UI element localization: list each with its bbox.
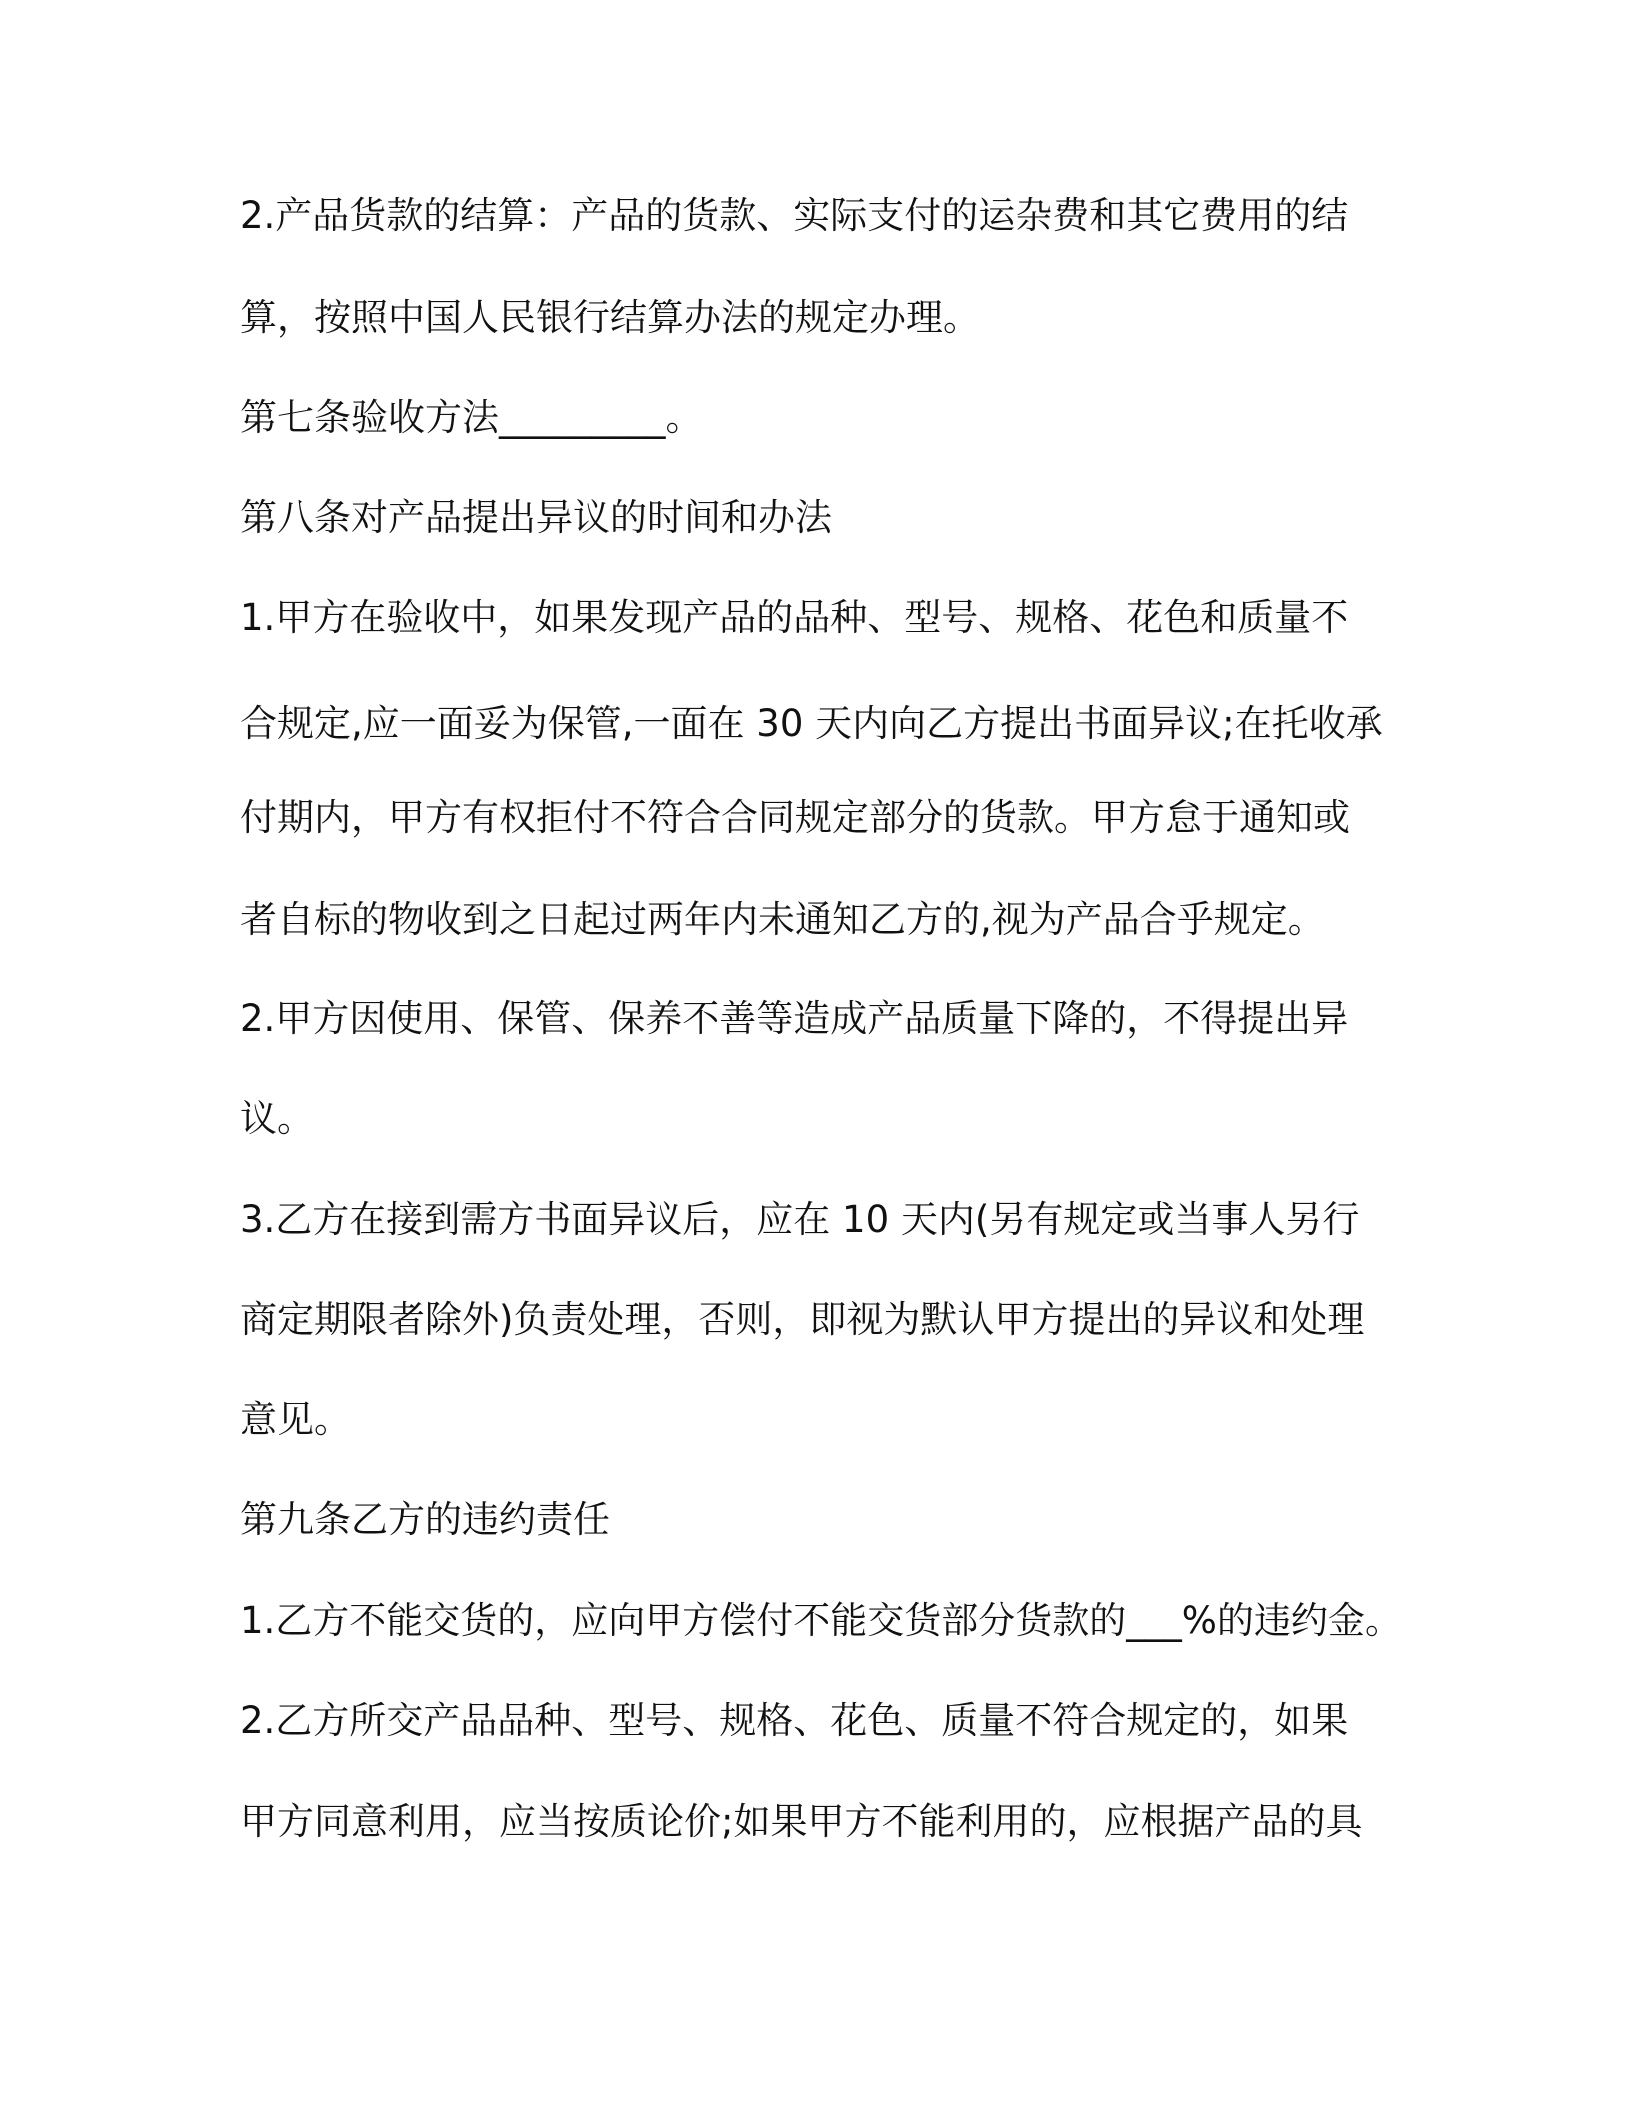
paragraph-line-objection-3: 付期内，甲方有权拒付不符合合同规定部分的货款。甲方怠于通知或 — [240, 796, 1350, 839]
paragraph-line-objection-1: 1.甲方在验收中，如果发现产品的品种、型号、规格、花色和质量不 — [240, 596, 1349, 639]
paragraph-line-objection-2: 合规定,应一面妥为保管,一面在 30 天内向乙方提出书面异议;在托收承 — [240, 702, 1383, 745]
paragraph-line-settlement-1: 2.产品货款的结算：产品的货款、实际支付的运杂费和其它费用的结 — [240, 194, 1349, 237]
paragraph-line-settlement-2: 算，按照中国人民银行结算办法的规定办理。 — [240, 296, 980, 339]
paragraph-line-liability-2: 2.乙方所交产品品种、型号、规格、花色、质量不符合规定的，如果 — [240, 1699, 1349, 1742]
paragraph-line-handling-2: 商定期限者除外)负责处理，否则，即视为默认甲方提出的异议和处理 — [240, 1298, 1365, 1341]
paragraph-line-misuse-1: 2.甲方因使用、保管、保养不善等造成产品质量下降的，不得提出异 — [240, 997, 1349, 1040]
article-7-heading: 第七条验收方法_________。 — [240, 396, 703, 439]
paragraph-line-handling-3: 意见。 — [240, 1398, 351, 1441]
paragraph-line-objection-4: 者自标的物收到之日起过两年内未通知乙方的,视为产品合乎规定。 — [240, 898, 1325, 941]
paragraph-line-handling-1: 3.乙方在接到需方书面异议后，应在 10 天内(另有规定或当事人另行 — [240, 1198, 1360, 1241]
paragraph-line-liability-3: 甲方同意利用，应当按质论价;如果甲方不能利用的，应根据产品的具 — [240, 1800, 1363, 1843]
article-8-heading: 第八条对产品提出异议的时间和办法 — [240, 496, 832, 539]
article-9-heading: 第九条乙方的违约责任 — [240, 1498, 610, 1541]
paragraph-line-liability-1: 1.乙方不能交货的，应向甲方偿付不能交货部分货款的___%的违约金。 — [240, 1599, 1402, 1642]
paragraph-line-misuse-2: 议。 — [240, 1097, 314, 1140]
